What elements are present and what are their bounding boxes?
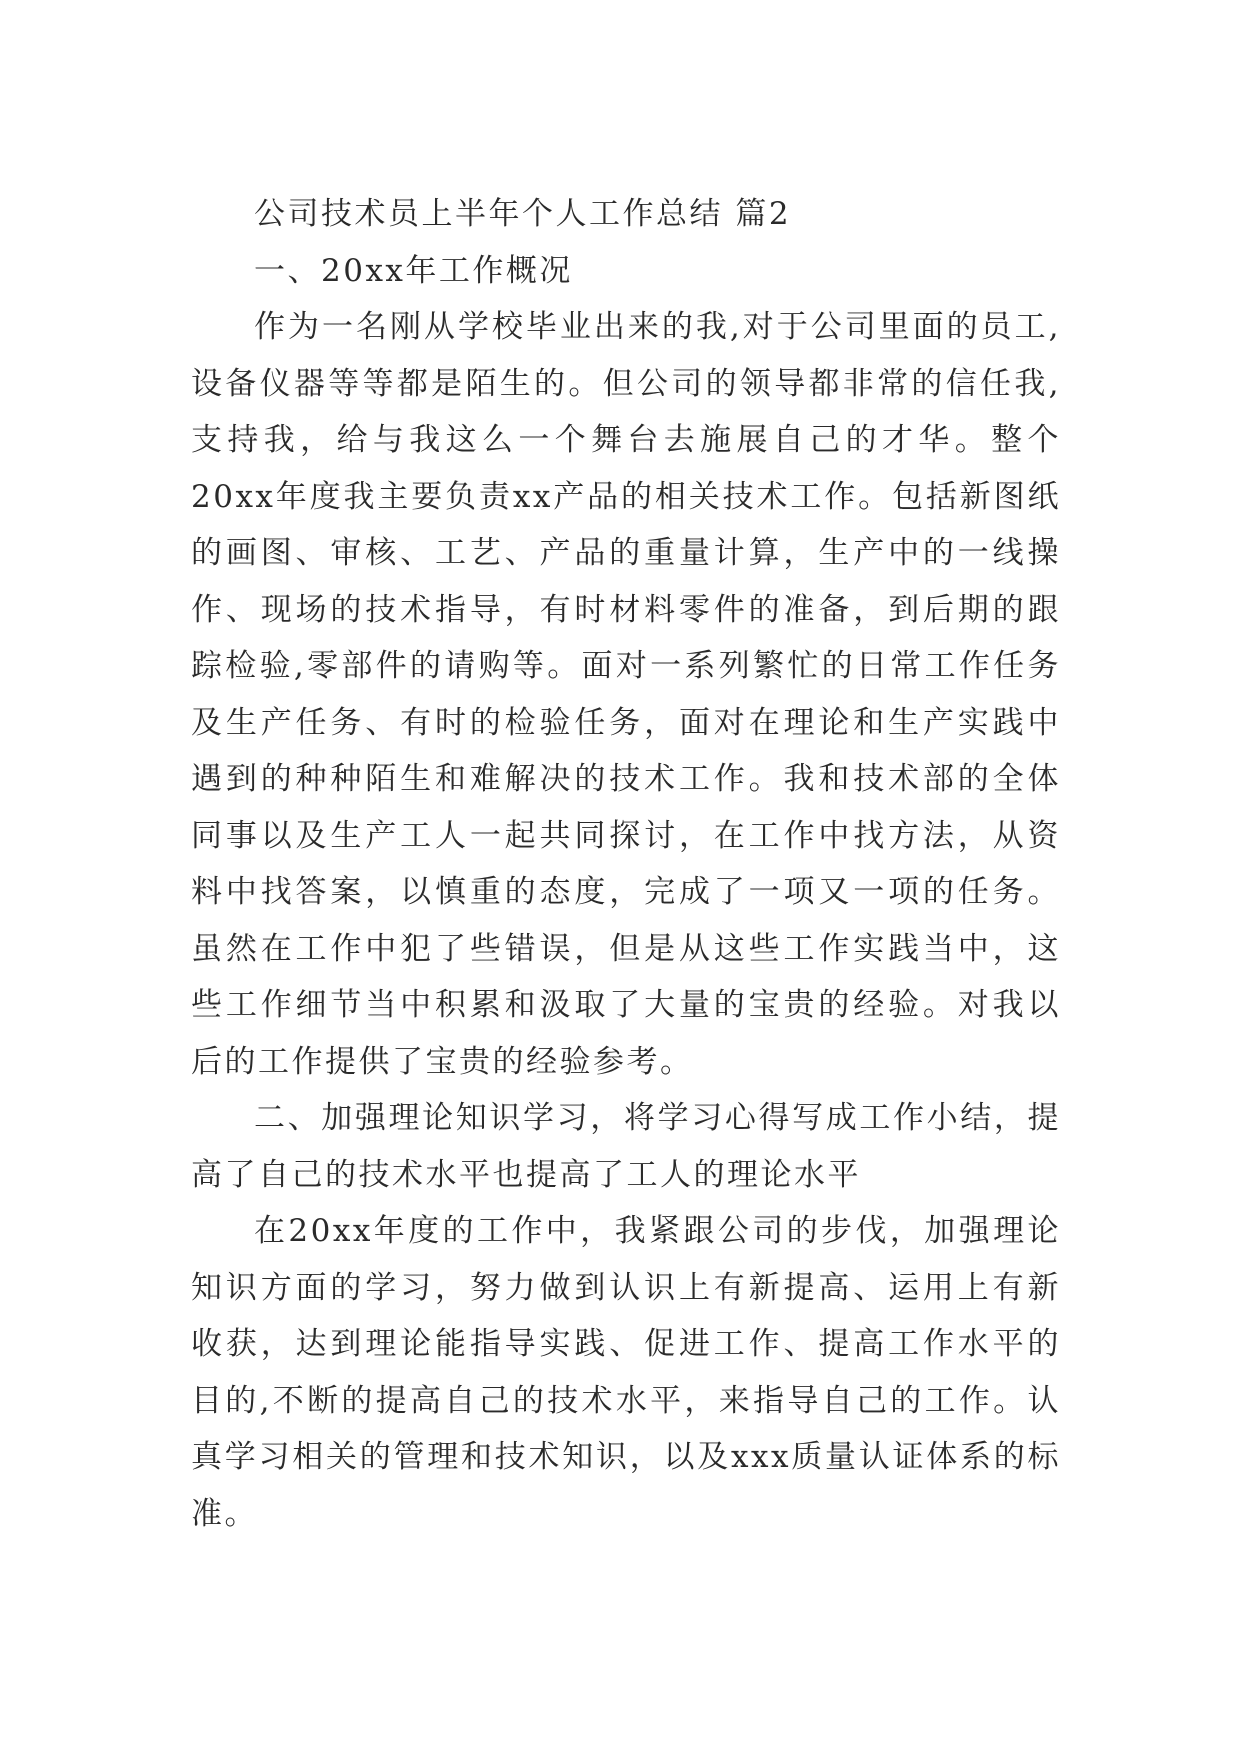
body-paragraph-2: 在20xx年度的工作中，我紧跟公司的步伐，加强理论知识方面的学习，努力做到认识上有新提高、运用上有新收获，达到理论能指导实践、促进工作、提高工作水平的目的,不断的提高自己的技术水平，来指导自己的工作。认真学习相关的管理和技术知识，以及xxx质量认证体系的标准。 [191,1213,1061,1532]
document-title: 公司技术员上半年个人工作总结 篇2 [254,196,792,232]
document-body [191,186,1061,1542]
body-paragraph-1: 作为一名刚从学校毕业出来的我,对于公司里面的员工,设备仪器等等都是陌生的。但公司的领导都非常的信任我,支持我，给与我这么一个舞台去施展自己的才华。整个20xx年度我主要负责xx产品的相关技术工作。包括新图纸的画图、审核、工艺、产品的重量计算，生产中的一线操作、现场的技术指导，有时材料零件的准备，到后期的跟踪检验,零部件的请购等。面对一系列繁忙的日常工作任务及生产任务、有时的检验任务，面对在理论和生产实践中遇到的种种陌生和难解决的技术工作。我和技术部的全体同事以及生产工人一起共同探讨，在工作中找方法，从资料中找答案，以慎重的态度，完成了一项又一项的任务。虽然在工作中犯了些错误，但是从这些工作实践当中，这些工作细节当中积累和汲取了大量的宝贵的经验。对我以后的工作提供了宝贵的经验参考。 [191,309,1061,1080]
section-heading-2: 二、加强理论知识学习，将学习心得写成工作小结，提高了自己的技术水平也提高了工人的理论水平 [191,1100,1061,1193]
section-heading-1: 一、20xx年工作概况 [254,252,573,289]
